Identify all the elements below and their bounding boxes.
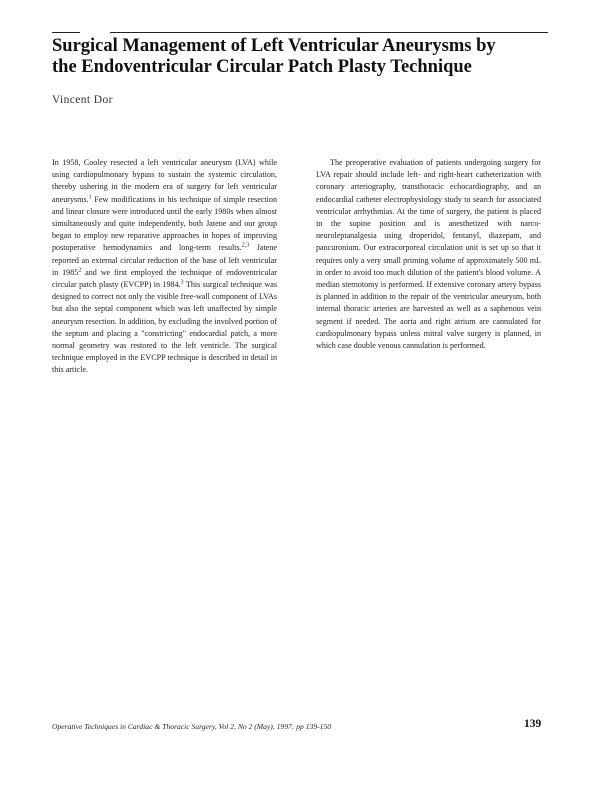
reference-marker: 1 xyxy=(88,193,92,200)
right-paragraph: The preoperative evaluation of patients undergoing surgery for LVA repair should include left- and right-heart catheterization with coronary arteriography, transthoracic echocardiography, and an endocardial catheter electrophysiology study to search for associated ventricular arrhythmias. At the time of surgery, the patient is placed in the supine position and is anesthetized with narco-neuroleptanalgesia using droperidol, fentanyl, diazepam, and pancuronium. Our extracorporeal circulation unit is set up so that it requires only a very small priming volume of approximately 500 mL in order to avoid too much dilution of the patient's blood volume. A median sternotomy is performed. If extensive coronary artery bypass is planned in addition to the repair of the ventricular aneurysm, both internal thoracic arteries are harvested as well as a saphenous vein segment if needed. The aorta and right atrium are cannulated for cardiopulmonary bypass unless mitral valve surgery is planned, in which case double venous cannulation is performed. xyxy=(316,158,541,351)
text-segment: In 1958, Cooley resected a left ventricular aneurysm (LVA) while using cardiopulmonary bypass to sustain the systemic circulation, thereby ushering in the modern era of surgery for left ventricular aneurysms. xyxy=(52,158,277,204)
left-paragraph xyxy=(52,157,277,377)
text-segment: Jatene reported an external circular reduction of the base of left ventricular in 1985 xyxy=(52,243,277,277)
title-line-1: Surgical Management of Left Ventricular Aneurysms by xyxy=(52,36,496,56)
top-rule xyxy=(52,32,548,33)
reference-marker: 2,3 xyxy=(241,242,250,249)
reference-marker: 3 xyxy=(180,279,184,286)
journal-citation: Operative Techniques in Cardiac & Thoracic Surgery, Vol 2, No 2 (May), 1997: pp 139-150 xyxy=(52,722,332,731)
top-rule-gap xyxy=(80,30,110,35)
reference-marker: 2 xyxy=(78,267,82,274)
title-line-2: the Endoventricular Circular Patch Plasty Technique xyxy=(52,57,472,77)
page-number: 139 xyxy=(524,718,542,730)
left-column xyxy=(52,157,277,377)
text-segment: Few modifications in his technique of simple resection and linear closure were introduced until the early 1980s when almost simultaneously and quite independently, both Jatene and our group began to employ new reparative approaches in hopes of improving postoperative hemodynamics and long-term results. xyxy=(52,194,277,253)
right-column xyxy=(316,157,541,352)
text-segment: This surgical technique was designed to correct not only the visible free-wall component of LVAs but also the septal component which was left unaffected by simple aneurysm resection. In addition, by excluding the involved portion of the septum and placing a "constricting" endocardial patch, a more normal geometry was restored to the left ventricle. The surgical technique employed in the EVCPP technique is described in detail in this article. xyxy=(52,280,277,375)
article-title xyxy=(52,36,552,78)
text-segment: and we first employed the technique of endoventricular circular patch plasty (EVCPP) in 1984. xyxy=(52,267,277,290)
author-name: Vincent Dor xyxy=(52,94,113,106)
